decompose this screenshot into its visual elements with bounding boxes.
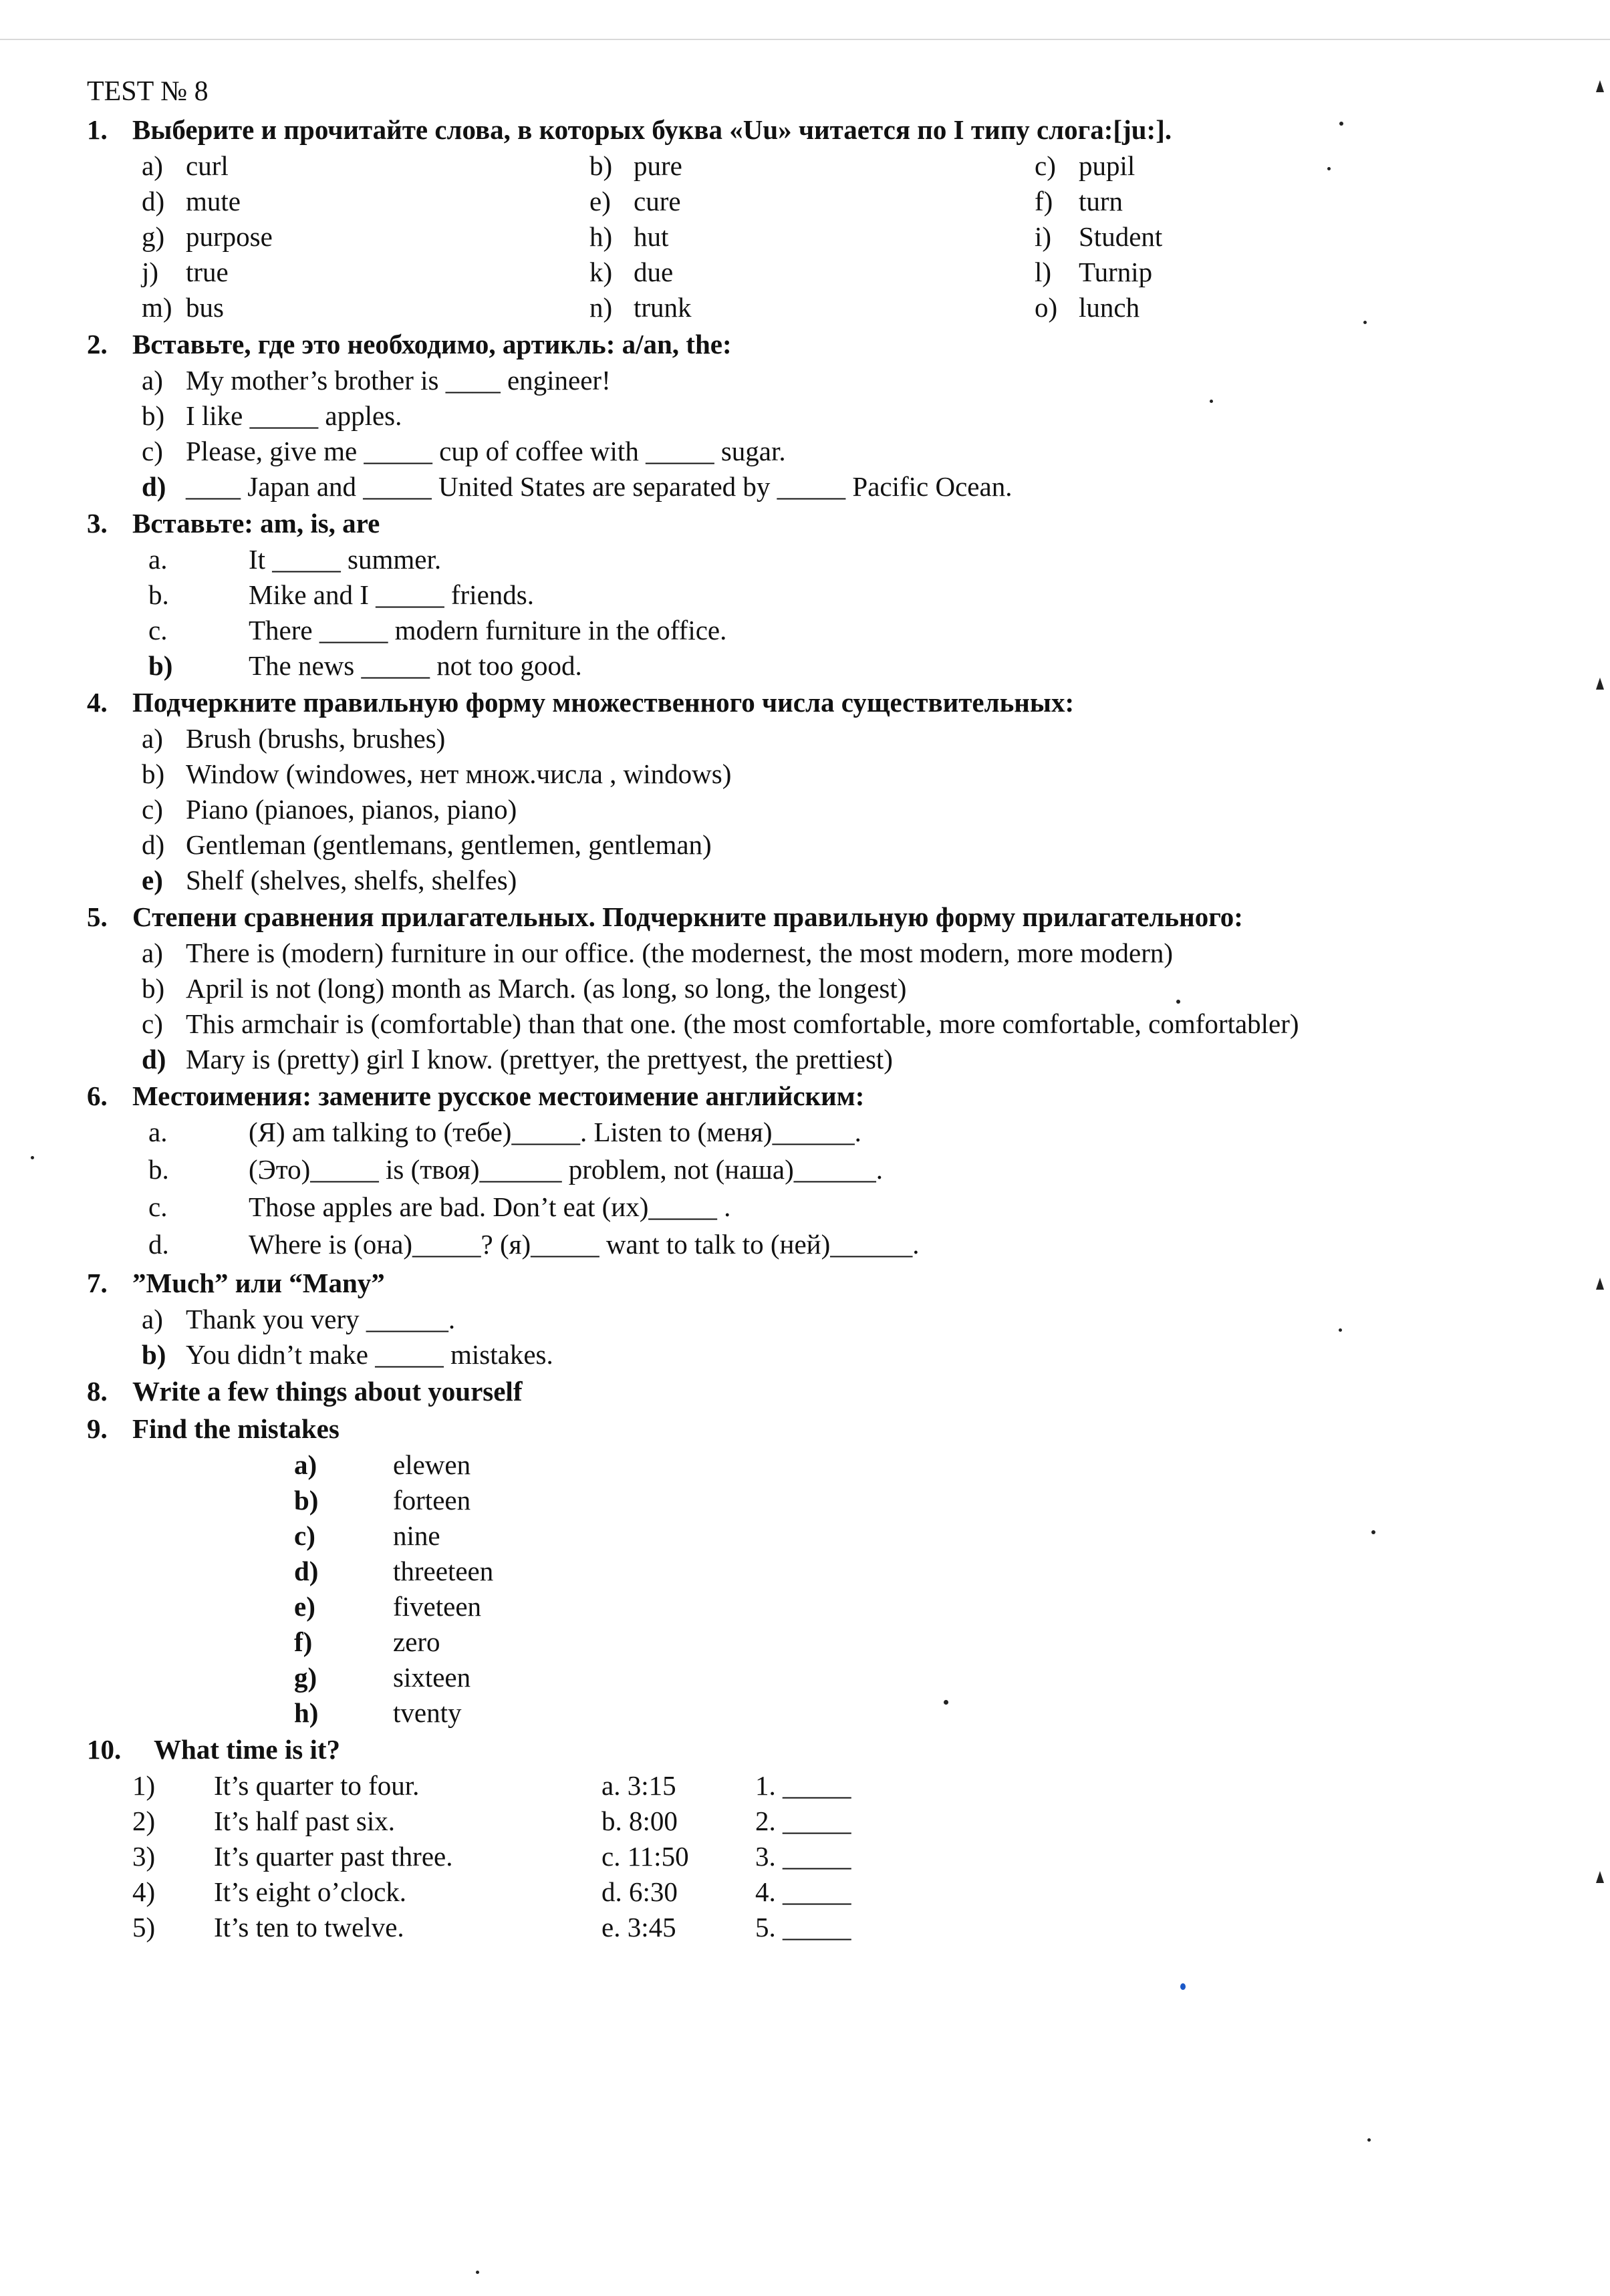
item-label: a) (294, 1449, 317, 1480)
question-6-items (87, 1115, 1544, 1264)
item-text: Mike and I _____ friends. (249, 579, 534, 610)
item-text: Brush (brushs, brushes) (186, 723, 446, 754)
time-option: b. 8:00 (601, 1806, 678, 1836)
scan-speck (1363, 321, 1367, 324)
option-word: true (186, 257, 229, 287)
answer-blank: 2. _____ (755, 1806, 851, 1836)
question-5-heading (87, 898, 1544, 936)
time-row (132, 1768, 1544, 1804)
item-label: b) (142, 973, 165, 1004)
question-9-items (87, 1447, 1544, 1731)
question-number: 8. (87, 1376, 108, 1407)
item-text: sixteen (393, 1662, 471, 1693)
item-label: c) (142, 1008, 163, 1039)
option (589, 255, 1035, 290)
item-label: e) (142, 865, 163, 895)
list-item (142, 1006, 1544, 1042)
question-number: 6. (87, 1081, 108, 1111)
time-row (132, 1804, 1544, 1839)
option (589, 290, 1035, 325)
item-text: threeteen (393, 1556, 494, 1586)
item-label: a. (148, 1117, 168, 1147)
question-9-heading (87, 1410, 1544, 1447)
item-text: Shelf (shelves, shelfs, shelfes) (186, 865, 517, 895)
list-item (142, 577, 1544, 613)
item-text: Please, give me _____ cup of coffee with _____ sugar. (186, 436, 786, 466)
item-label: 3) (132, 1841, 156, 1872)
question-number: 5. (87, 901, 108, 932)
option-row (87, 148, 1544, 184)
option-word: turn (1079, 186, 1123, 217)
question-number: 9. (87, 1413, 108, 1444)
item-label: c) (294, 1520, 315, 1551)
question-text: Write a few things about yourself (132, 1376, 523, 1407)
list-item (142, 1115, 1544, 1152)
scan-speck (944, 1700, 948, 1705)
list-item (142, 542, 1544, 577)
item-label: g) (294, 1662, 317, 1693)
question-text: Местоимения: замените русское местоимение английским: (132, 1081, 865, 1111)
question-2-heading (87, 325, 1544, 363)
option (142, 184, 589, 219)
time-sentence: It’s eight o’clock. (214, 1876, 407, 1907)
option (589, 184, 1035, 219)
option-row (87, 219, 1544, 255)
question-5-items (87, 936, 1544, 1077)
question-text: Подчеркните правильную форму множественного числа существительных: (132, 687, 1075, 718)
question-10-heading (87, 1731, 1544, 1768)
option (1035, 255, 1369, 290)
option-label: d) (142, 186, 165, 217)
question-number: 2. (87, 329, 108, 360)
item-label: c. (148, 615, 168, 645)
option-label: f) (1035, 186, 1053, 217)
option-label: g) (142, 221, 165, 252)
question-text: Вставьте: am, is, are (132, 508, 380, 539)
time-option: c. 11:50 (601, 1841, 689, 1872)
item-label: c) (142, 436, 163, 466)
option-label: l) (1035, 257, 1052, 287)
item-text: ____ Japan and _____ United States are separated by _____ Pacific Ocean. (186, 471, 1013, 502)
question-3-heading (87, 505, 1544, 542)
item-label: d. (148, 1229, 169, 1260)
list-item (142, 648, 1544, 684)
time-row (132, 1874, 1544, 1910)
item-label: b. (148, 1154, 169, 1185)
option-word: lunch (1079, 292, 1140, 323)
option-label: a) (142, 150, 163, 181)
scan-speck (1210, 400, 1213, 403)
answer-blank: 3. _____ (755, 1841, 851, 1872)
list-item (142, 613, 1544, 648)
option-label: j) (142, 257, 159, 287)
option (1035, 184, 1369, 219)
option-word: mute (186, 186, 241, 217)
list-item (142, 936, 1544, 971)
scan-speck (1339, 122, 1343, 126)
question-8-heading (87, 1373, 1544, 1410)
item-text: There _____ modern furniture in the office. (249, 615, 727, 645)
option-word: pupil (1079, 150, 1135, 181)
item-text: nine (393, 1520, 440, 1551)
item-label: e) (294, 1591, 315, 1622)
option-word: Turnip (1079, 257, 1153, 287)
list-item (142, 1302, 1544, 1337)
list-item (142, 363, 1544, 398)
item-text: Where is (она)_____? (я)_____ want to talk to (ней)______. (249, 1229, 920, 1260)
question-4-items (87, 721, 1544, 898)
list-item (294, 1695, 1544, 1731)
question-text: Выберите и прочитайте слова, в которых буква «Uu» читается по I типу слога:[ju:]. (132, 114, 1172, 145)
option-word: due (634, 257, 674, 287)
option-label: o) (1035, 292, 1058, 323)
item-text: There is (modern) furniture in our office. (the modernest, the most modern, more modern) (186, 938, 1174, 968)
option-word: hut (634, 221, 669, 252)
question-text: Степени сравнения прилагательных. Подчеркните правильную форму прилагательного: (132, 901, 1243, 932)
list-item (142, 434, 1544, 469)
option-word: purpose (186, 221, 273, 252)
scan-speck (1180, 1983, 1186, 1990)
item-label: f) (294, 1626, 313, 1657)
question-number: 4. (87, 687, 108, 718)
item-label: d) (294, 1556, 319, 1586)
item-text: fiveteen (393, 1591, 482, 1622)
item-text: I like _____ apples. (186, 400, 402, 431)
option-word: pure (634, 150, 682, 181)
item-label: 5) (132, 1912, 156, 1943)
question-text: ”Much” или “Many” (132, 1268, 385, 1298)
item-label: a) (142, 1304, 163, 1334)
item-label: 1) (132, 1770, 156, 1801)
list-item (142, 971, 1544, 1006)
list-item (142, 721, 1544, 756)
item-label: b) (142, 400, 165, 431)
time-row (132, 1839, 1544, 1874)
question-1-heading (87, 111, 1544, 148)
option-word: cure (634, 186, 681, 217)
list-item (142, 1227, 1544, 1264)
item-label: b) (294, 1485, 319, 1516)
list-item (142, 792, 1544, 827)
option (589, 219, 1035, 255)
question-1-options (87, 148, 1544, 325)
item-label: b. (148, 579, 169, 610)
question-text: Find the mistakes (132, 1413, 340, 1444)
item-label: a) (142, 723, 163, 754)
option (142, 255, 589, 290)
item-text: Window (windowes, нет множ.числа , windows) (186, 758, 732, 789)
list-item (142, 1189, 1544, 1227)
question-7-heading (87, 1264, 1544, 1302)
item-label: d) (142, 829, 165, 860)
list-item (294, 1554, 1544, 1589)
item-text: Gentleman (gentlemans, gentlemen, gentleman) (186, 829, 712, 860)
list-item (142, 863, 1544, 898)
item-label: 4) (132, 1876, 156, 1907)
list-item (294, 1518, 1544, 1554)
item-text: April is not (long) month as March. (as long, so long, the longest) (186, 973, 907, 1004)
item-text: It _____ summer. (249, 544, 442, 575)
scan-mark (1596, 80, 1604, 92)
item-text: Mary is (pretty) girl I know. (prettyer, the prettyest, the prettiest) (186, 1044, 893, 1074)
item-label: b) (148, 650, 173, 681)
scan-speck (1327, 167, 1331, 170)
option (1035, 219, 1369, 255)
question-number: 1. (87, 114, 108, 145)
item-label: d) (142, 471, 166, 502)
time-sentence: It’s quarter to four. (214, 1770, 420, 1801)
scan-speck (1176, 1000, 1180, 1004)
list-item (142, 469, 1544, 505)
option (142, 290, 589, 325)
time-option: d. 6:30 (601, 1876, 678, 1907)
item-text: Thank you very ______. (186, 1304, 456, 1334)
question-number: 3. (87, 508, 108, 539)
question-number: 10. (87, 1734, 122, 1765)
option (1035, 148, 1369, 184)
item-text: forteen (393, 1485, 471, 1516)
item-label: b) (142, 758, 165, 789)
list-item (142, 1337, 1544, 1373)
list-item (142, 827, 1544, 863)
option-row (87, 290, 1544, 325)
time-option: a. 3:15 (601, 1770, 676, 1801)
time-sentence: It’s quarter past three. (214, 1841, 453, 1872)
scan-speck (1339, 1328, 1342, 1332)
list-item (142, 1042, 1544, 1077)
option-word: bus (186, 292, 224, 323)
list-item (294, 1447, 1544, 1483)
item-label: c. (148, 1191, 168, 1222)
time-sentence: It’s half past six. (214, 1806, 396, 1836)
item-label: d) (142, 1044, 166, 1074)
scan-mark (1596, 1871, 1604, 1883)
list-item (142, 1152, 1544, 1189)
scan-speck (1367, 2138, 1371, 2142)
option-label: h) (589, 221, 613, 252)
option-label: e) (589, 186, 611, 217)
list-item (294, 1624, 1544, 1660)
question-2-items (87, 363, 1544, 505)
item-label: c) (142, 794, 163, 825)
answer-blank: 4. _____ (755, 1876, 851, 1907)
scan-speck (476, 2271, 479, 2274)
item-text: Piano (pianoes, pianos, piano) (186, 794, 517, 825)
item-label: a. (148, 544, 168, 575)
option (142, 219, 589, 255)
scan-mark (1596, 678, 1604, 690)
option (589, 148, 1035, 184)
scan-speck (31, 1156, 34, 1159)
option-label: b) (589, 150, 613, 181)
test-sheet (87, 72, 1544, 1945)
item-label: 2) (132, 1806, 156, 1836)
question-3-items (87, 542, 1544, 684)
option-word: curl (186, 150, 229, 181)
question-6-heading (87, 1077, 1544, 1115)
option (142, 148, 589, 184)
test-title: TEST № 8 (87, 76, 209, 107)
list-item (294, 1589, 1544, 1624)
question-text: Вставьте, где это необходимо, артикль: a/an, the: (132, 329, 732, 360)
item-label: a) (142, 365, 163, 396)
option-row (87, 255, 1544, 290)
question-4-heading (87, 684, 1544, 721)
time-option: e. 3:45 (601, 1912, 676, 1943)
item-text: This armchair is (comfortable) than that one. (the most comfortable, more comfortable, comfortabler) (186, 1008, 1299, 1039)
option (1035, 290, 1369, 325)
answer-blank: 5. _____ (755, 1912, 851, 1943)
page-edge-line (0, 39, 1610, 40)
option-word: trunk (634, 292, 692, 323)
item-text: Those apples are bad. Don’t eat (их)_____ . (249, 1191, 731, 1222)
item-text: tventy (393, 1697, 462, 1728)
list-item (142, 398, 1544, 434)
option-label: i) (1035, 221, 1052, 252)
scan-mark (1596, 1278, 1604, 1290)
item-label: h) (294, 1697, 319, 1728)
question-text: What time is it? (154, 1734, 340, 1765)
item-text: (Я) am talking to (тебе)_____. Listen to (меня)______. (249, 1117, 861, 1147)
option-label: c) (1035, 150, 1056, 181)
item-text: My mother’s brother is ____ engineer! (186, 365, 611, 396)
item-label: a) (142, 938, 163, 968)
item-text: elewen (393, 1449, 471, 1480)
option-label: n) (589, 292, 613, 323)
list-item (294, 1483, 1544, 1518)
item-text: The news _____ not too good. (249, 650, 582, 681)
option-word: Student (1079, 221, 1163, 252)
time-sentence: It’s ten to twelve. (214, 1912, 404, 1943)
item-text: zero (393, 1626, 440, 1657)
question-number: 7. (87, 1268, 108, 1298)
answer-blank: 1. _____ (755, 1770, 851, 1801)
item-text: You didn’t make _____ mistakes. (186, 1339, 553, 1370)
time-row (132, 1910, 1544, 1945)
item-text: (Это)_____ is (твоя)______ problem, not (наша)______. (249, 1154, 883, 1185)
item-label: b) (142, 1339, 166, 1370)
list-item (294, 1660, 1544, 1695)
question-7-items (87, 1302, 1544, 1373)
option-label: k) (589, 257, 613, 287)
question-10-items (87, 1768, 1544, 1945)
option-label: m) (142, 292, 172, 323)
scan-speck (1371, 1530, 1375, 1534)
option-row (87, 184, 1544, 219)
list-item (142, 756, 1544, 792)
